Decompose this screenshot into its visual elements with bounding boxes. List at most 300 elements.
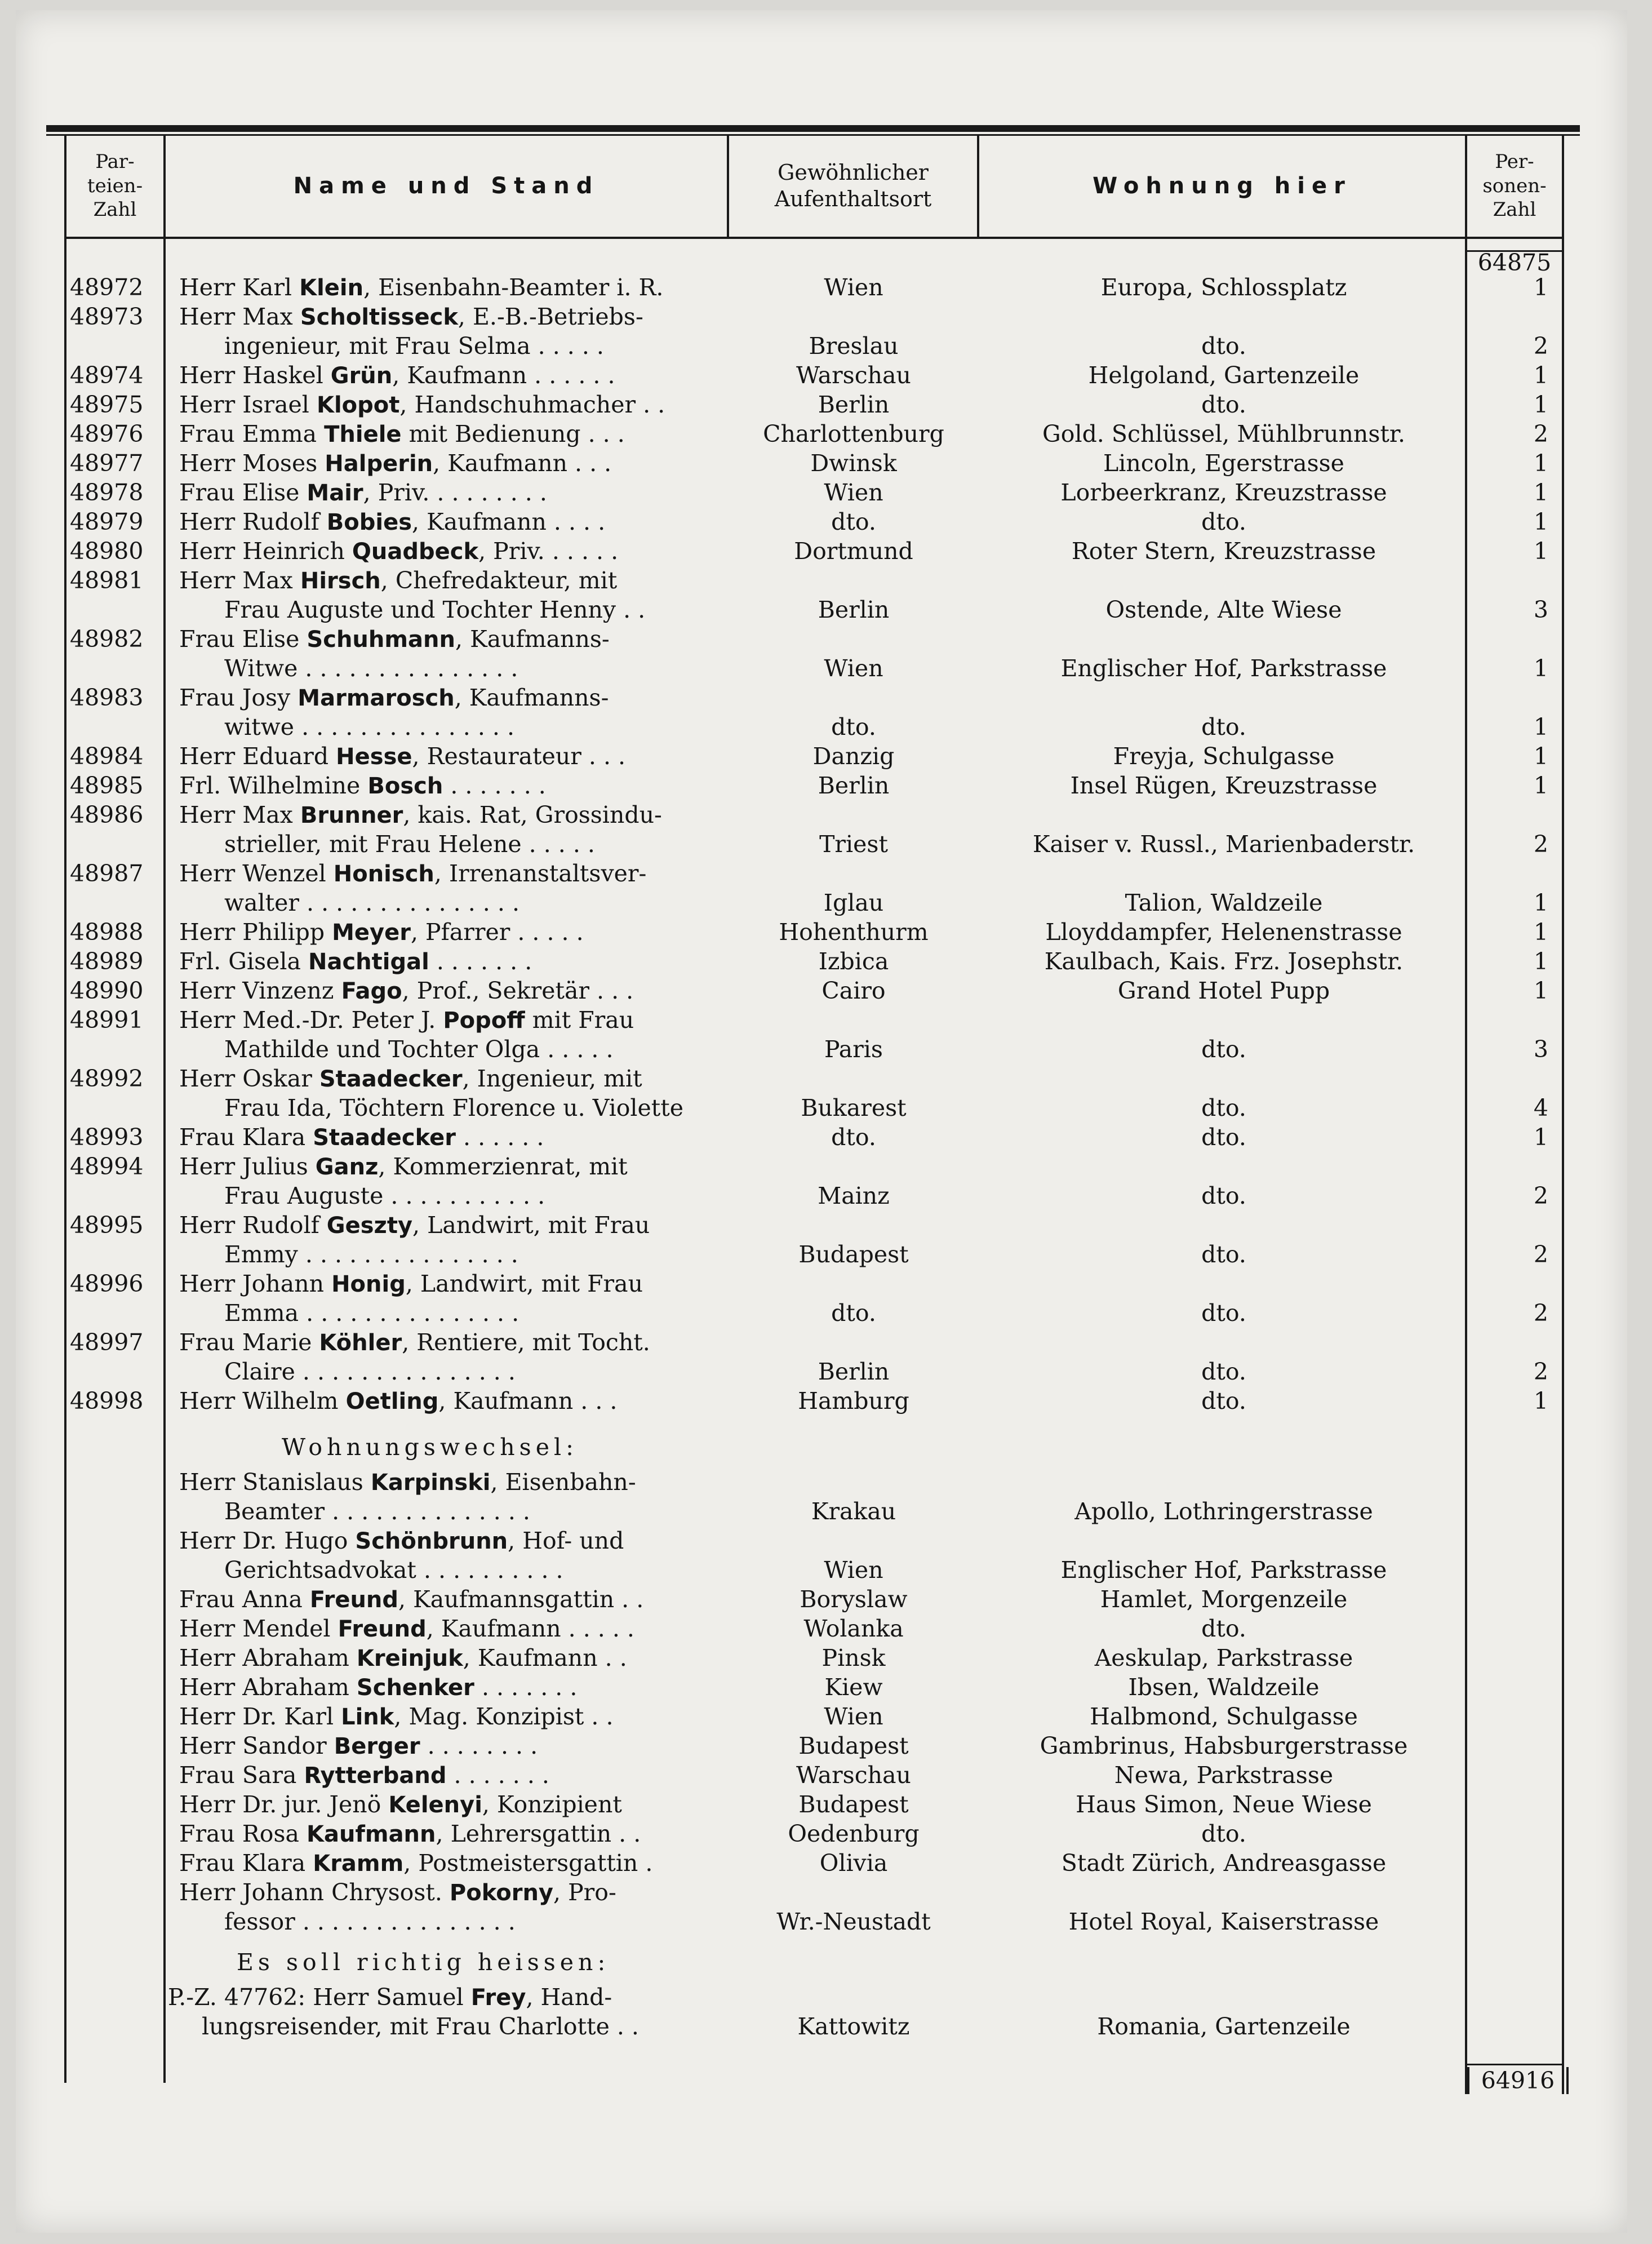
residence: Kiew [824,1674,883,1701]
name-line [224,1181,545,1211]
name-line [179,683,609,713]
name-line [179,1878,616,1908]
name-text: , Kaufmanns- [454,684,609,711]
lodging: dto. [1201,1358,1246,1385]
name-line [179,449,611,478]
persons-count: 2 [1533,1358,1548,1385]
party-number: 48987 [70,860,144,887]
lodging: dto. [1201,1615,1246,1642]
name-text: mit Bedienung . . . [401,420,625,447]
lodging: dto. [1201,1182,1246,1209]
residence: Wien [824,1703,883,1730]
header-lodging-text: Wohnung hier [1093,173,1352,199]
name-line [179,1123,544,1152]
name-text: Frau Auguste . . . . . . . . . . . [224,1182,545,1209]
name-line [179,1790,622,1820]
name-text: Herr Haskel [179,362,331,389]
surname: Freund [309,1587,399,1613]
lodging: Gambrinus, Habsburgerstrasse [1040,1732,1408,1759]
surname: Schönbrunn [355,1528,508,1554]
name-text: Gerichtsadvokat . . . . . . . . . . [224,1556,563,1584]
residence: Hamburg [798,1387,909,1414]
name-text: Frl. Wilhelmine [179,772,368,799]
name-text: , Mag. Konzipist . . [394,1703,614,1730]
name-text: , kais. Rat, Grossindu- [403,801,662,828]
name-text: Frau Sara [179,1762,304,1789]
name-text: Frau Ida, Töchtern Florence u. Violette [224,1094,683,1121]
name-text: Herr Julius [179,1153,316,1180]
persons-count: 3 [1533,1036,1548,1063]
residence: Boryslaw [800,1586,908,1613]
name-line [179,1819,641,1849]
name-text: Herr Med.-Dr. Peter J. [179,1006,443,1034]
name-line [179,859,646,889]
party-number: 48997 [70,1329,144,1356]
lodging: dto. [1201,1094,1246,1121]
name-line [224,331,604,361]
name-text: , Ingenieur, mit [462,1065,642,1092]
residence: Mainz [818,1182,890,1209]
name-line [224,654,518,684]
name-text: , Prof., Sekretär . . . [402,977,634,1004]
name-line [179,273,663,303]
party-number: 48985 [70,772,144,799]
name-text: Herr Mendel [179,1615,338,1642]
lodging: dto. [1201,1241,1246,1268]
surname: Kreinjuk [356,1646,463,1671]
persons-count: 1 [1533,391,1548,418]
name-text: , Kaufmann . . . [438,1387,618,1414]
lodging: dto. [1201,713,1246,740]
name-text: , E.-B.-Betriebs- [458,303,643,330]
surname: Brunner [300,802,403,828]
name-text: Herr Eduard [179,743,336,770]
name-text: , Hof- und [508,1527,624,1554]
top-rule [46,125,1580,132]
name-line [179,419,625,449]
surname: Staadecker [313,1125,456,1151]
surname: Honisch [333,861,434,887]
name-line [224,888,519,918]
name-line [179,1328,650,1358]
persons-count: 1 [1533,274,1548,301]
col-line-party [163,135,166,2083]
surname: Hesse [336,744,412,770]
lodging: Stadt Zürich, Andreasgasse [1061,1850,1387,1877]
name-line [179,947,532,977]
lodging: Helgoland, Gartenzeile [1088,362,1360,389]
lodging: Haus Simon, Neue Wiese [1076,1791,1372,1818]
name-text: Emma . . . . . . . . . . . . . . . [224,1300,519,1327]
name-text: Herr Dr. Hugo [179,1527,356,1554]
lodging: dto. [1201,1036,1246,1063]
surname: Marmarosch [297,685,455,711]
party-number: 48980 [70,538,144,565]
name-line [224,830,595,859]
name-text: , Priv. . . . . . . . . [363,479,547,506]
name-text: Frau Elise [179,626,307,653]
residence: Oedenburg [788,1820,920,1847]
name-text: lungsreisender, mit Frau Charlotte . . [202,2013,639,2040]
lodging: Newa, Parkstrasse [1114,1762,1334,1789]
residence: Kattowitz [797,2013,910,2040]
lodging: Gold. Schlüssel, Mühlbrunnstr. [1042,420,1405,447]
name-text: Frau Auguste und Tochter Henny . . [224,596,646,623]
persons-count: 2 [1533,1241,1548,1268]
name-text: , Pfarrer . . . . . [410,919,584,946]
name-text: , Eisenbahn- [490,1469,636,1496]
surname: Thiele [324,422,402,447]
name-text: . . . . . . . [443,772,546,799]
section-title-correction: Es soll richtig heissen: [237,1949,610,1976]
name-text: Herr Rudolf [179,1212,327,1239]
lodging: dto. [1201,332,1246,360]
name-line [179,1526,624,1556]
header-residence-l1: Gewöhnlicher [778,159,929,185]
name-text: Herr Max [179,567,300,594]
header-party-l3: Zahl [93,198,137,221]
lodging: dto. [1201,391,1246,418]
name-text: Herr Wenzel [179,860,334,887]
party-number: 48994 [70,1153,144,1180]
lodging: Kaulbach, Kais. Frz. Josephstr. [1044,948,1404,975]
name-line [224,1357,516,1387]
party-number: 48986 [70,801,144,828]
persons-count: 1 [1533,743,1548,770]
name-text: fessor . . . . . . . . . . . . . . . [224,1908,516,1935]
lodging: Halbmond, Schulgasse [1090,1703,1358,1730]
persons-count: 1 [1533,1124,1548,1151]
name-line [179,1064,642,1094]
party-number: 48988 [70,919,144,946]
name-line [224,1497,530,1527]
name-text: Mathilde und Tochter Olga . . . . . [224,1036,614,1063]
lodging: Grand Hotel Pupp [1117,977,1330,1004]
surname: Fago [341,978,402,1004]
residence: Berlin [818,391,890,418]
lodging: Talion, Waldzeile [1125,889,1323,916]
party-number: 48995 [70,1212,144,1239]
surname: Meyer [332,920,411,946]
name-text: Herr Philipp [179,919,332,946]
name-line [224,1298,519,1328]
residence: Cairo [821,977,886,1004]
name-text: , Kaufmannsgattin . . [398,1586,644,1613]
lodging: dto. [1201,1820,1246,1847]
residence: Warschau [796,362,911,389]
lodging: Roter Stern, Kreuzstrasse [1071,538,1376,565]
name-text: Herr Israel [179,391,317,418]
surname: Klein [299,275,364,301]
surname: Ganz [315,1154,379,1180]
persons-count: 1 [1533,479,1548,506]
lodging: Lincoln, Egerstrasse [1103,450,1344,477]
surname: Kramm [313,1851,404,1877]
lodging: Kaiser v. Russl., Marienbaderstr. [1032,831,1415,858]
name-line [168,1983,612,2012]
name-text: , Kaufmann . . . [433,450,612,477]
name-line [179,1673,577,1702]
name-text: Beamter . . . . . . . . . . . . . . [224,1498,530,1525]
party-number: 48976 [70,420,144,447]
name-line [179,566,617,596]
surname: Link [341,1704,394,1730]
name-text: Frau Rosa [179,1820,307,1847]
name-text: , Restaurateur . . . [412,743,626,770]
lodging: dto. [1201,1300,1246,1327]
surname: Pokorny [449,1880,554,1906]
persons-count: 1 [1533,508,1548,535]
party-number: 48972 [70,274,144,301]
name-text: Herr Dr. jur. Jenö [179,1791,389,1818]
name-line [179,1467,636,1497]
party-number: 48983 [70,684,144,711]
lodging: Hamlet, Morgenzeile [1100,1586,1348,1613]
name-text: Frau Klara [179,1124,313,1151]
party-number: 48977 [70,450,144,477]
party-number: 48973 [70,303,144,330]
residence: dto. [831,1300,876,1327]
name-line [179,390,665,420]
persons-count: 1 [1533,1387,1548,1414]
persons-count: 1 [1533,919,1548,946]
name-line [224,1093,683,1123]
name-text: , Kommerzienrat, mit [378,1153,628,1180]
surname: Kaufmann [307,1821,436,1847]
residence: Paris [824,1036,883,1063]
residence: dto. [831,508,876,535]
name-line [224,1907,516,1937]
residence: Triest [819,831,888,858]
name-text: , Handschuhmacher . . [399,391,665,418]
name-text: Herr Karl [179,274,300,301]
persons-count: 3 [1533,596,1548,623]
lodging: dto. [1201,1124,1246,1151]
surname: Geszty [326,1213,413,1239]
name-text: Frau Elise [179,479,307,506]
header-name [166,135,727,237]
surname: Karpinski [370,1470,491,1496]
lodging: Romania, Gartenzeile [1097,2013,1351,2040]
lodging: Aeskulap, Parkstrasse [1094,1644,1353,1671]
name-text: , Landwirt, mit Frau [405,1270,643,1297]
name-text: , Postmeistersgattin . [403,1850,653,1877]
residence: Wr.-Neustadt [776,1908,931,1935]
persons-count: 2 [1533,420,1548,447]
name-text: Herr Vinzenz [179,977,341,1004]
name-line [179,1152,628,1182]
surname: Kelenyi [388,1792,482,1818]
residence: Bukarest [801,1094,907,1121]
name-line [224,712,514,742]
name-text: . . . . . . . [446,1762,549,1789]
party-number: 48981 [70,567,144,594]
name-text: , Kaufmanns- [455,626,610,653]
surname: Köhler [319,1330,402,1356]
surname: Berger [334,1733,420,1759]
surname: Honig [331,1271,406,1297]
name-text: , Lehrersgattin . . [436,1820,641,1847]
name-text: Herr Rudolf [179,508,327,535]
surname: Klopot [316,392,400,418]
persons-count: 1 [1533,362,1548,389]
name-text: Frau Anna [179,1586,310,1613]
name-line [224,1035,614,1065]
name-line [179,1269,643,1299]
name-text: Herr Oskar [179,1065,319,1092]
name-text: Witwe . . . . . . . . . . . . . . . [224,655,518,682]
surname: Grün [330,363,393,389]
name-text: , Hand- [526,1984,612,2011]
lodging: Insel Rügen, Kreuzstrasse [1070,772,1378,799]
surname: Schuhmann [307,627,455,653]
name-text: Herr Johann [179,1270,332,1297]
name-text: . . . . . . . [429,948,532,975]
residence: Breslau [809,332,899,360]
name-text: . . . . . . [455,1124,544,1151]
name-text: ingenieur, mit Frau Selma . . . . . [224,332,604,360]
name-text: mit Frau [525,1006,634,1034]
lodging: dto. [1201,1387,1246,1414]
surname: Mair [307,480,363,506]
section-title-changes: Wohnungswechsel: [282,1434,578,1461]
residence: Wien [824,479,883,506]
name-line [179,302,643,332]
name-text: Herr Johann Chrysost. [179,1879,450,1906]
name-line [179,1848,652,1878]
persons-count: 2 [1533,831,1548,858]
residence: Pinsk [821,1644,886,1671]
header-residence-l2: Aufenthaltsort [774,187,932,211]
party-number: 48979 [70,508,144,535]
residence: Berlin [818,772,890,799]
header-bottom-rule [64,237,1564,239]
residence: Wien [824,274,883,301]
header-residence [729,135,977,237]
header-party [66,135,163,237]
persons-count: 2 [1533,332,1548,360]
residence: Wien [824,1556,883,1584]
residence: Danzig [812,743,895,770]
carry-in-total: 64875 [1477,249,1552,276]
persons-count: 1 [1533,713,1548,740]
residence: Budapest [798,1732,909,1759]
persons-count: 1 [1533,450,1548,477]
lodging: Englischer Hof, Parkstrasse [1060,655,1387,682]
name-line [179,1386,617,1416]
persons-count: 1 [1533,948,1548,975]
name-text: strieller, mit Frau Helene . . . . . [224,831,595,858]
surname: Hirsch [300,568,381,594]
party-number: 48974 [70,362,144,389]
residence: Hohenthurm [779,919,929,946]
name-line [179,624,610,654]
name-text: , Kaufmann . . . . [412,508,606,535]
name-line [224,1555,563,1585]
surname: Popoff [443,1008,525,1034]
residence: Berlin [818,596,890,623]
name-text: , Landwirt, mit Frau [412,1212,650,1239]
name-text: Herr Heinrich [179,538,352,565]
residence: Dortmund [794,538,913,565]
header-name-text: Name und Stand [293,173,599,199]
name-text: , Chefredakteur, mit [380,567,618,594]
header-party-l1: Par- [95,150,135,174]
name-line [179,361,615,391]
residence: Budapest [798,1791,909,1818]
name-line [179,1760,549,1790]
name-text: Frl. Gisela [179,948,308,975]
residence: dto. [831,713,876,740]
name-line [202,2012,639,2042]
persons-count: 1 [1533,538,1548,565]
party-number: 48993 [70,1124,144,1151]
surname: Schenker [356,1675,474,1701]
lodging: Lorbeerkranz, Kreuzstrasse [1060,479,1387,506]
carry-out-total: 64916 [1467,2067,1569,2094]
name-text: Herr Moses [179,450,325,477]
name-line [179,742,625,771]
name-text: Frau Emma [179,420,325,447]
persons-count: 2 [1533,1300,1548,1327]
name-text: , Konzipient [482,1791,622,1818]
header-persons-l3: Zahl [1493,198,1536,221]
lodging: Ostende, Alte Wiese [1105,596,1342,623]
party-number: 48996 [70,1270,144,1297]
name-line [179,771,546,801]
persons-count: 1 [1533,655,1548,682]
residence: Wolanka [803,1615,904,1642]
name-text: Herr Stanislaus [179,1469,371,1496]
name-line [179,478,547,508]
name-text: , Eisenbahn-Beamter i. R. [363,274,664,301]
party-number: 48989 [70,948,144,975]
name-line [224,595,645,625]
name-text: Herr Dr. Karl [179,1703,341,1730]
residence: Krakau [811,1498,896,1525]
name-text: walter . . . . . . . . . . . . . . . [224,889,519,916]
residence: Iglau [823,889,884,916]
name-text: Herr Wilhelm [179,1387,346,1414]
name-line [179,1585,643,1615]
header-persons [1467,135,1562,237]
name-text: , Priv. . . . . . [478,538,619,565]
residence: Charlottenburg [763,420,944,447]
name-line [179,1643,627,1673]
name-text: , Kaufmann . . . . . . [392,362,615,389]
name-text: Frau Josy [179,684,298,711]
persons-count: 2 [1533,1182,1548,1209]
name-text: Herr Max [179,801,300,828]
lodging: Freyja, Schulgasse [1113,743,1335,770]
name-text: , Pro- [553,1879,616,1906]
name-line [179,507,605,537]
surname: Staadecker [319,1066,463,1092]
name-line [179,1005,634,1035]
lodging: Ibsen, Waldzeile [1128,1674,1320,1701]
name-line [179,800,662,830]
residence: Olivia [819,1850,888,1877]
surname: Bosch [367,773,443,799]
header-persons-l2: sonen- [1482,174,1547,197]
name-text: Frau Marie [179,1329,319,1356]
persons-count: 1 [1533,889,1548,916]
surname: Frey [470,1985,526,2011]
surname: Oetling [345,1389,439,1414]
name-text: Herr Max [179,303,300,330]
persons-count: 4 [1533,1094,1548,1121]
name-line [179,536,618,566]
